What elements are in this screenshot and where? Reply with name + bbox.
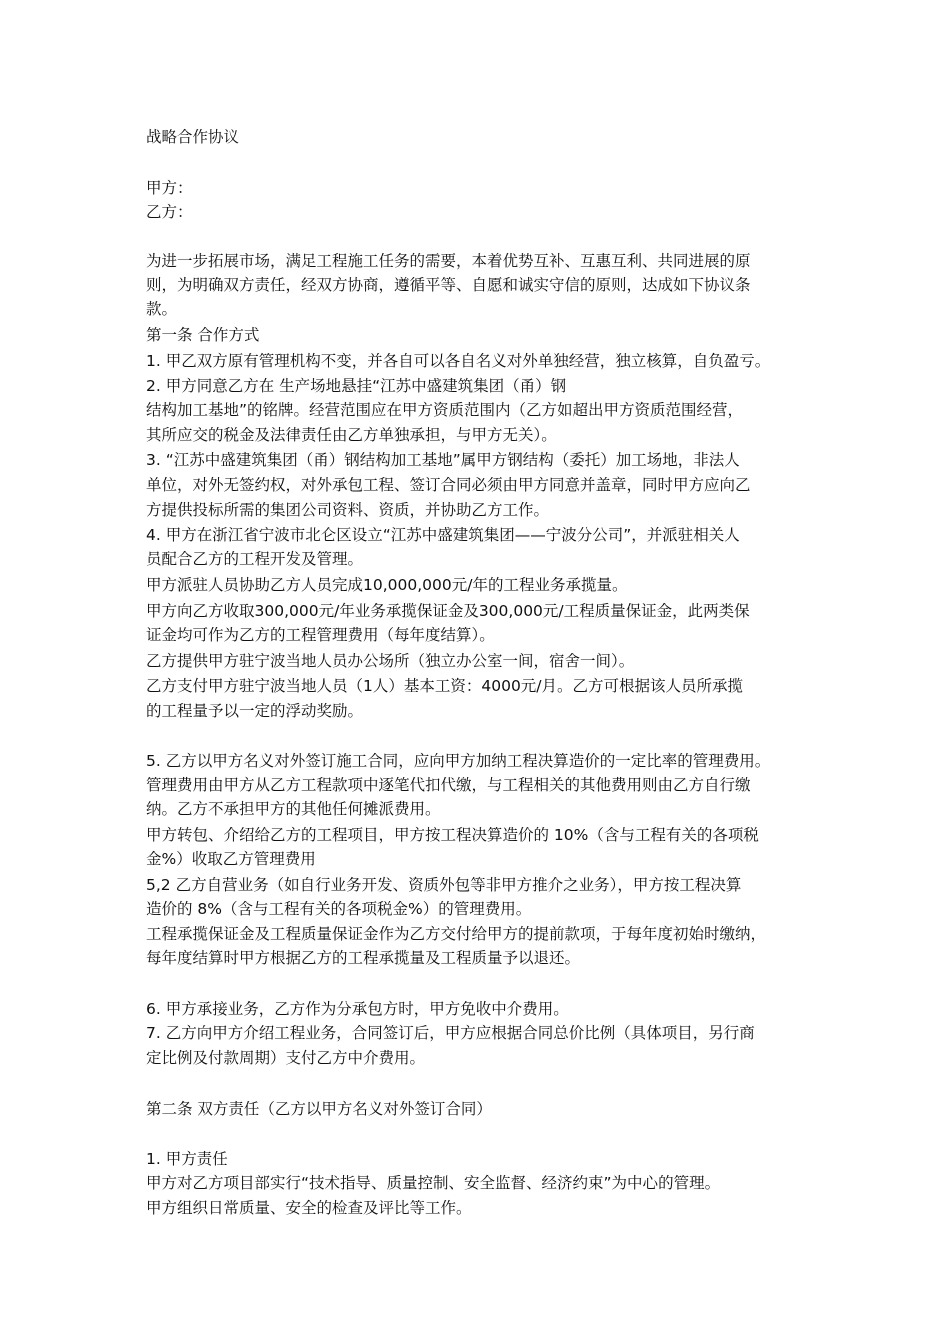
article2-line: 1. 甲方责任 <box>146 1150 228 1168</box>
article1-line: 5. 乙方以甲方名义对外签订施工合同，应向甲方加纳工程决算造价的一定比率的管理费用。 <box>146 752 771 770</box>
article2-heading: 第二条 双方责任（乙方以甲方名义对外签订合同） <box>146 1100 492 1118</box>
article1-line: 每年度结算时甲方根据乙方的工程承揽量及工程质量予以退还。 <box>146 949 581 967</box>
article1-line: 结构加工基地”的铭牌。经营范围应在甲方资质范围内（乙方如超出甲方资质范围经营， <box>146 401 744 419</box>
article1-line: 管理费用由甲方从乙方工程款项中逐笔代扣代缴，与工程相关的其他费用则由乙方自行缴 <box>146 776 751 794</box>
article1-line: 工程承揽保证金及工程质量保证金作为乙方交付给甲方的提前款项，于每年度初始时缴纳， <box>146 925 767 943</box>
intro-line: 为进一步拓展市场，满足工程施工任务的需要，本着优势互补、互惠互利、共同进展的原 <box>146 252 751 270</box>
party-b-label: 乙方： <box>146 203 193 221</box>
article1-line: 6. 甲方承接业务，乙方作为分承包方时，甲方免收中介费用。 <box>146 1000 569 1018</box>
article1-line: 员配合乙方的工程开发及管理。 <box>146 550 364 568</box>
article1-line: 乙方支付甲方驻宁波当地人员（1人）基本工资：4000元/月。乙方可根据该人员所承揽 <box>146 677 744 695</box>
document-title: 战略合作协议 <box>146 128 240 146</box>
article1-heading: 第一条 合作方式 <box>146 326 260 344</box>
article1-line: 的工程量予以一定的浮动奖励。 <box>146 702 364 720</box>
article2-line: 甲方组织日常质量、安全的检查及评比等工作。 <box>146 1199 472 1217</box>
article1-line: 5,2 乙方自营业务（如自行业务开发、资质外包等非甲方推介之业务），甲方按工程决算 <box>146 876 742 894</box>
article1-line: 单位，对外无签约权，对外承包工程、签订合同必须由甲方同意并盖章，同时甲方应向乙 <box>146 476 751 494</box>
article1-line: 纳。乙方不承担甲方的其他任何摊派费用。 <box>146 800 441 818</box>
article1-line: 甲方向乙方收取300,000元/年业务承揽保证金及300,000元/工程质量保证金，此两类保 <box>146 602 750 620</box>
article1-line: 其所应交的税金及法律责任由乙方单独承担，与甲方无关）。 <box>146 426 557 444</box>
article1-line: 3. “江苏中盛建筑集团（甬）钢结构加工基地”属甲方钢结构（委托）加工场地，非法人 <box>146 451 740 469</box>
intro-line: 款。 <box>146 300 178 318</box>
intro-line: 则，为明确双方责任，经双方协商，遵循平等、自愿和诚实守信的原则，达成如下协议条 <box>146 276 751 294</box>
article1-line: 乙方提供甲方驻宁波当地人员办公场所（独立办公室一间，宿舍一间）。 <box>146 652 635 670</box>
article1-line: 7. 乙方向甲方介绍工程业务，合同签订后，甲方应根据合同总价比例（具体项目，另行商 <box>146 1024 755 1042</box>
article1-line: 1. 甲乙双方原有管理机构不变，并各自可以各自名义对外单独经营，独立核算，自负盈亏。 <box>146 352 771 370</box>
article1-line: 甲方转包、介绍给乙方的工程项目，甲方按工程决算造价的 10%（含与工程有关的各项税 <box>146 826 759 844</box>
article1-line: 证金均可作为乙方的工程管理费用（每年度结算）。 <box>146 626 495 644</box>
article1-line: 甲方派驻人员协助乙方人员完成10,000,000元/年的工程业务承揽量。 <box>146 576 628 594</box>
article1-line: 2. 甲方同意乙方在 生产场地悬挂“江苏中盛建筑集团（甬）钢 <box>146 377 567 395</box>
article1-line: 定比例及付款周期）支付乙方中介费用。 <box>146 1049 426 1067</box>
article2-line: 甲方对乙方项目部实行“技术指导、质量控制、安全监督、经济约束”为中心的管理。 <box>146 1174 721 1192</box>
article1-line: 4. 甲方在浙江省宁波市北仑区设立“江苏中盛建筑集团——宁波分公司”，并派驻相关人 <box>146 526 740 544</box>
party-a-label: 甲方： <box>146 179 193 197</box>
article1-line: 造价的 8%（含与工程有关的各项税金%）的管理费用。 <box>146 900 532 918</box>
article1-line: 金%）收取乙方管理费用 <box>146 850 316 868</box>
article1-line: 方提供投标所需的集团公司资料、资质，并协助乙方工作。 <box>146 501 550 519</box>
